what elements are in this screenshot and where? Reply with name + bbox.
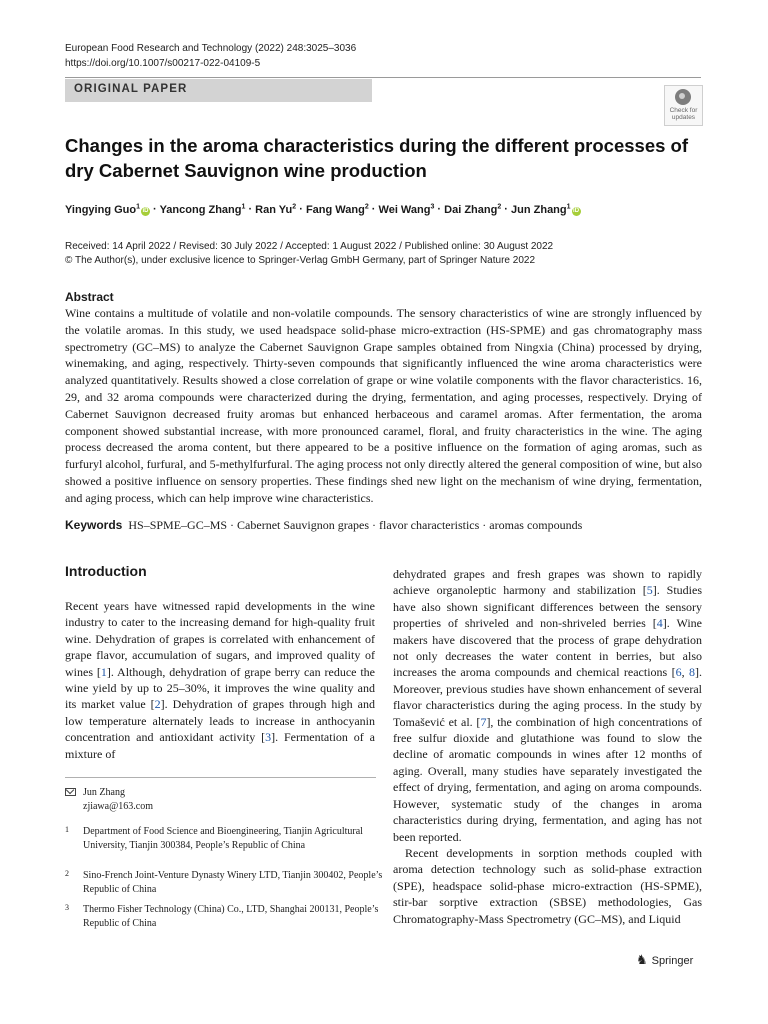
citation-link[interactable]: 4 — [656, 616, 663, 631]
abstract-heading: Abstract — [65, 290, 114, 304]
paper-title: Changes in the aroma characteristics during the different processes of dry Cabernet Sauvignon wine production — [65, 135, 689, 181]
author-name[interactable]: Wei Wang$^3$ — [378, 203, 435, 216]
author-separator: · — [501, 203, 512, 216]
citation-link[interactable]: 6 — [675, 665, 682, 680]
author-affiliation: 3 — [430, 203, 435, 210]
author-affiliation: 2 — [364, 203, 369, 210]
citation-link[interactable]: 7 — [480, 714, 487, 729]
springer-horse-icon: ♞ — [636, 952, 648, 967]
author-separator: · — [150, 203, 160, 216]
author-separator: · — [434, 203, 445, 216]
keywords — [65, 517, 702, 533]
citation-link[interactable]: 8 — [689, 665, 695, 680]
intro-right-column — [393, 566, 702, 927]
orcid-icon[interactable]: iD — [573, 207, 580, 214]
affiliation-3 — [65, 903, 385, 931]
check-for-updates-button[interactable] — [664, 85, 703, 126]
keywords-text: HS–SPME–GC–MS · Cabernet Sauvignon grapes · flavor characteristics · aromas compounds — [128, 518, 583, 532]
envelope-icon — [65, 788, 76, 796]
dates-line: Received: 14 April 2022 / Revised: 30 July 2022 / Accepted: 1 August 2022 / Published online: 30 August 2022 — [65, 241, 554, 252]
copyright-line: © The Author(s), under exclusive licence to Springer-Verlag GmbH Germany, part of Springer Nature 2022 — [65, 255, 535, 266]
author-affiliation: 2 — [497, 203, 502, 210]
affiliation-number: 2 — [65, 869, 69, 878]
author-separator: · — [368, 203, 379, 216]
affiliation-text: Department of Food Science and Bioengineering, Tianjin Agricultural University, Tianjin 300384, People’s Republic of China — [83, 826, 363, 851]
author-separator: · — [296, 203, 306, 216]
check-updates-label: Check for updates — [669, 107, 698, 121]
publisher-name: Springer — [651, 955, 694, 967]
header-rule — [65, 77, 701, 78]
affiliation-number: 3 — [65, 903, 69, 912]
journal-header — [65, 41, 356, 71]
affiliation-1 — [65, 825, 385, 867]
intro-paragraph-1: Recent years have witnessed rapid developments in the wine industry to cater to the increasing demand for high-quality fruit wine. Dehydration of grapes is correlated with enhancement of grape flavor, accumulation of sugars, and improved quality of wines [1]. Although, dehydration of grape berry can reduce the wine yield by up to 25–30%, it improves the wine quality and its market value [2]. Dehydration of grapes through high and low temperature alternately leads to increase in anthocyanin concentration and antioxidant activity [3]. Fermentation of a mixture of — [65, 599, 375, 761]
footnote-rule — [65, 777, 376, 778]
affiliation-text: Sino-French Joint-Venture Dynasty Winery LTD, Tianjin 300402, People’s Republic of China — [83, 870, 383, 895]
author-name[interactable]: Dai Zhang$^2$ — [444, 203, 502, 216]
intro-paragraph-2: dehydrated grapes and fresh grapes was shown to rapidly achieve organoleptic harmony and stabilization [5]. Studies have also shown significant differences between the sensory properties of shriveled and non-shriveled berries [4]. Wine makers have discovered that the process of grape dehydration not only decreases the water content in berries, but also increases the aroma compounds and chemical reactions [6, 8]. Moreover, previous studies have shown enhancement of several flavor characteristics during the aging process. In the study by Tomašević et al. [7], the combination of high concentrations of free sulfur dioxide and glutathione was found to slow the decline of aromatic compounds in wines after 12 months of aging. Overall, many studies have separately investigated the effect of drying, fermentation, and aging on aroma compounds. However, systematic study of the changes in aroma characteristics during drying, fermentation, and aging has not been reported. — [393, 567, 702, 844]
check-updates-icon — [675, 89, 691, 105]
author-list — [65, 203, 705, 216]
author-affiliation: 1 — [241, 203, 246, 210]
publication-history — [65, 240, 705, 268]
publisher-logo — [636, 952, 693, 968]
author-name[interactable]: Yancong Zhang$^1$ — [159, 203, 246, 216]
intro-left-column — [65, 598, 375, 762]
corresponding-name: Jun Zhang — [83, 787, 125, 798]
corresponding-email[interactable]: zjiawa@163.com — [83, 800, 154, 812]
corresponding-author — [65, 786, 385, 816]
author-affiliation: 1 — [136, 203, 140, 210]
citation-link[interactable]: 5 — [646, 583, 653, 598]
citation-link[interactable]: 2 — [154, 697, 161, 712]
paper-type-banner — [65, 79, 372, 102]
intro-paragraph-3: Recent developments in sorption methods coupled with aroma detection technology such as solid-phase extraction (SPE), headspace solid-phase micro-extraction (HS-SPME), stir-bar sorptive extraction (SBSE) methodologies, Gas Chromatography-Mass Spectrometry (GC–MS), and Liquid — [393, 845, 702, 926]
introduction-heading: Introduction — [65, 563, 147, 579]
abstract-text: Wine contains a multitude of volatile and non-volatile compounds. The sensory characteristics of wine are strongly influenced by the volatile aromas. In this study, we used headspace solid-phase micro-extraction (HS-SPME) and gas chromatography mass spectrometry (GC–MS) to analyze the Cabernet Sauvignon Grape samples obtained from Ningxia (China) processed by drying, winemaking, and aging, respectively. Thirty-seven compounds that significantly influenced the wine aroma characteristics were analyzed quantitatively. Results showed a close correlation of grape or wine volatile components with the flavor characteristics. 16, 29, and 32 aroma compounds were characterized during the drying, fermentation, and aging processes, respectively. Drying of Cabernet Sauvignon decreased fruity aromas but enhanced herbaceous and caramel aromas. After fermentation, the aroma component showed substantial increase, with more pronounced caramel, floral, and fruity characteristics in the wine. The aging process decreased the aroma content, but there appeared to be a positive influence on the formation of aging aromas, such as furfuryl alcohol, furfural, and 5-methylfurfural. The aging process not only directly altered the general composition of wine, but also showed a positive influence on sensory properties. These findings shed new light on the mechanism of wine drying, fermentation, and aging process, which can help improve wine characteristics. — [65, 306, 702, 505]
author-affiliation: 2 — [292, 203, 297, 210]
journal-citation: European Food Research and Technology (2022) 248:3025–3036 — [65, 43, 357, 54]
doi-link[interactable]: https://doi.org/10.1007/s00217-022-04109-5 — [65, 58, 261, 69]
citation-link[interactable]: 1 — [100, 664, 107, 679]
orcid-icon[interactable]: iD — [142, 207, 149, 214]
affiliation-text: Thermo Fisher Technology (China) Co., LTD, Shanghai 200131, People’s Republic of China — [83, 904, 379, 929]
author-name[interactable]: Jun Zhang$^1$iD — [511, 203, 580, 216]
author-name[interactable]: Ran Yu$^2$ — [255, 203, 297, 216]
affiliation-2 — [65, 869, 385, 897]
citation-link[interactable]: 3 — [265, 730, 272, 745]
author-name[interactable]: Fang Wang$^2$ — [305, 203, 369, 216]
author-separator: · — [245, 203, 256, 216]
affiliation-number: 1 — [65, 825, 69, 834]
author-affiliation: 1 — [566, 203, 571, 210]
paper-type-label: ORIGINAL PAPER — [74, 83, 188, 95]
author-name[interactable]: Yingying Guo$^1$iD — [65, 203, 149, 216]
keywords-label: Keywords — [65, 518, 123, 532]
